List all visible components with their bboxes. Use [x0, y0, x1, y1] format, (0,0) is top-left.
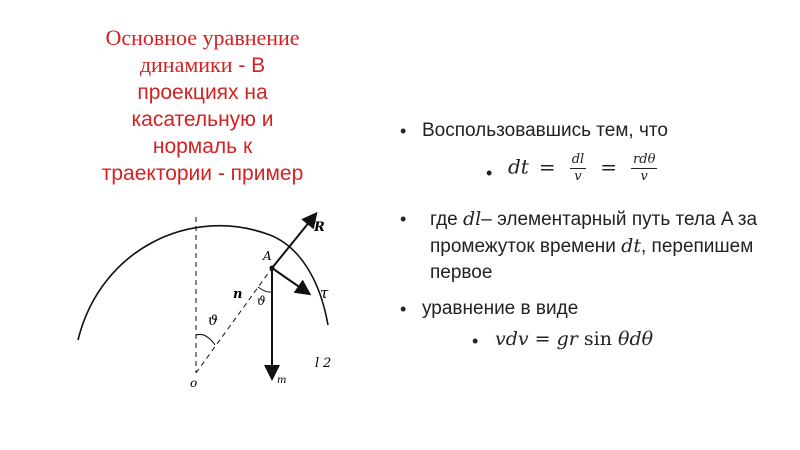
label-l: l: [315, 356, 320, 371]
trajectory-arc: [78, 226, 328, 340]
title-line-3: проекциях на: [137, 81, 268, 104]
label-tau: τ: [320, 284, 329, 302]
bullet-3: [400, 296, 780, 322]
title-line-1: Основное уравнение: [105, 25, 300, 50]
title-line-2-serif: динамики: [139, 52, 233, 77]
eq2-left: vdv: [495, 328, 529, 350]
b2-pre: где: [430, 209, 464, 230]
bullet-1-text: Воспользовавшись тем, что: [422, 120, 668, 141]
b2-post: – элементарный путь тела A за промежуток времени: [430, 209, 758, 257]
slide-title: [60, 24, 345, 187]
angle-arc-point: [258, 287, 272, 292]
tangent-vector: [272, 268, 308, 293]
title-line-4: касательную и: [131, 108, 274, 131]
eq1-f2-num: rdθ: [633, 152, 656, 167]
label-O: o: [190, 376, 198, 390]
title-line-6: траектории - пример: [101, 162, 304, 185]
label-R: R: [314, 220, 325, 235]
label-theta-point: ϑ: [257, 294, 266, 308]
eq1-fraction-1: [570, 152, 586, 185]
b2-dl: dl: [463, 208, 482, 230]
title-line-5: нормаль к: [152, 135, 253, 158]
label-A: A: [263, 249, 272, 263]
bullet-dot: •: [400, 209, 407, 229]
title-line-2-rest: - В: [232, 54, 266, 77]
bullet-dot: •: [400, 299, 407, 319]
bullet-list: [400, 118, 780, 358]
bullet-3-text: уравнение в виде: [422, 298, 579, 319]
equation-vdv: [495, 326, 653, 352]
bullet-1: [400, 118, 780, 144]
b2-dt: dt: [621, 235, 641, 257]
trajectory-diagram: [70, 195, 360, 395]
normal-reaction-vector: [272, 215, 315, 268]
bullet-dot: •: [486, 163, 493, 183]
eq1-lhs: dt: [508, 154, 529, 179]
label-mg: m: [277, 375, 287, 386]
eq1-f1-num: dl: [571, 152, 585, 167]
equation-dt: [508, 152, 661, 185]
b2-end: , перепишем первое: [430, 236, 754, 283]
eq1-equals-2: =: [600, 154, 617, 179]
angle-arc-center: [196, 334, 215, 345]
bullet-equation-2: [400, 326, 780, 358]
eq1-f2-den: v: [640, 169, 648, 184]
label-2: 2: [323, 356, 332, 371]
label-n: n: [233, 287, 243, 302]
bullet-dot: •: [472, 331, 479, 351]
eq2-mid: gr: [556, 328, 578, 350]
point-A: [270, 266, 275, 271]
eq1-equals-1: =: [538, 154, 556, 179]
eq1-f1-den: v: [574, 169, 582, 184]
eq2-right: θdθ: [618, 328, 654, 350]
bullet-2-text: [430, 206, 780, 286]
eq2-equals: =: [528, 328, 557, 350]
eq2-sin: sin: [577, 328, 619, 350]
eq1-fraction-2: [631, 152, 657, 185]
bullet-equation-1: [400, 152, 780, 196]
title-line-2: [60, 51, 345, 79]
bullet-dot: •: [400, 121, 407, 141]
label-theta-center: ϑ: [208, 313, 219, 329]
bullet-2: [400, 206, 780, 286]
